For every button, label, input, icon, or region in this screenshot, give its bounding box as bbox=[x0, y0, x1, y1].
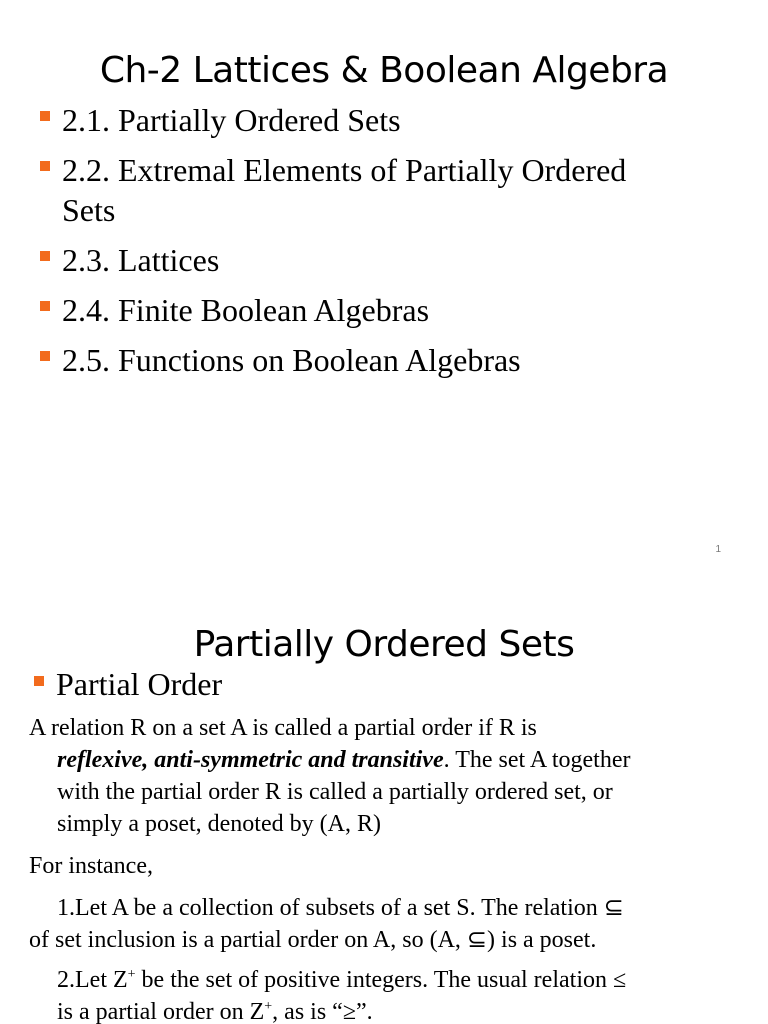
example-text: is a partial order on Z bbox=[57, 999, 265, 1024]
section-bullet-text: Partial Order bbox=[56, 666, 223, 702]
slide-title: Partially Ordered Sets bbox=[193, 624, 575, 665]
slide-title: Ch-2 Lattices & Boolean Algebra bbox=[99, 50, 669, 91]
example-text: 2.Let Z bbox=[57, 967, 128, 993]
bullet-square-icon bbox=[34, 676, 44, 686]
example-line bbox=[29, 996, 729, 1024]
definition-paragraph bbox=[29, 712, 729, 840]
page-number: 1 bbox=[715, 544, 721, 555]
list-item bbox=[40, 240, 740, 280]
list-item-text: 2.3. Lattices bbox=[62, 242, 220, 278]
definition-line bbox=[29, 744, 729, 776]
for-instance-text: For instance, bbox=[29, 853, 153, 879]
list-item-text: 2.1. Partially Ordered Sets bbox=[62, 102, 401, 138]
definition-text: . The set A together bbox=[443, 747, 631, 773]
bullet-square-icon bbox=[40, 161, 50, 171]
example-2-paragraph bbox=[29, 964, 729, 1024]
list-item-text: 2.2. Extremal Elements of Partially Ordered bbox=[62, 152, 627, 188]
bullet-square-icon bbox=[40, 251, 50, 261]
definition-line: with the partial order R is called a partially ordered set, or bbox=[57, 779, 613, 805]
bullet-square-icon bbox=[40, 111, 50, 121]
list-item bbox=[40, 290, 740, 330]
example-line bbox=[29, 964, 729, 996]
emphasis-text: reflexive, anti-symmetric and transitive bbox=[57, 747, 444, 773]
slide-2 bbox=[0, 590, 768, 1024]
example-line: 1.Let A be a collection of subsets of a set S. The relation ⊆ bbox=[57, 895, 624, 921]
section-bullet bbox=[34, 664, 222, 704]
definition-line: A relation R on a set A is called a partial order if R is bbox=[29, 715, 537, 741]
list-item-text: 2.4. Finite Boolean Algebras bbox=[62, 292, 430, 328]
list-item-text: 2.5. Functions on Boolean Algebras bbox=[62, 342, 521, 378]
bullet-square-icon bbox=[40, 351, 50, 361]
bullet-square-icon bbox=[40, 301, 50, 311]
list-item bbox=[40, 340, 740, 380]
list-item bbox=[40, 100, 740, 140]
example-text: be the set of positive integers. The usual relation ≤ bbox=[135, 967, 627, 993]
list-item bbox=[40, 150, 740, 230]
superscript: + bbox=[127, 967, 136, 982]
example-text: , as is “≥”. bbox=[272, 999, 373, 1024]
example-1-paragraph bbox=[29, 892, 729, 956]
definition-line: simply a poset, denoted by (A, R) bbox=[57, 811, 381, 837]
topic-list bbox=[40, 100, 740, 390]
example-line: of set inclusion is a partial order on A, so (A, ⊆) is a poset. bbox=[29, 927, 597, 953]
list-item-text-continued: Sets bbox=[62, 192, 116, 228]
superscript: + bbox=[264, 999, 273, 1014]
